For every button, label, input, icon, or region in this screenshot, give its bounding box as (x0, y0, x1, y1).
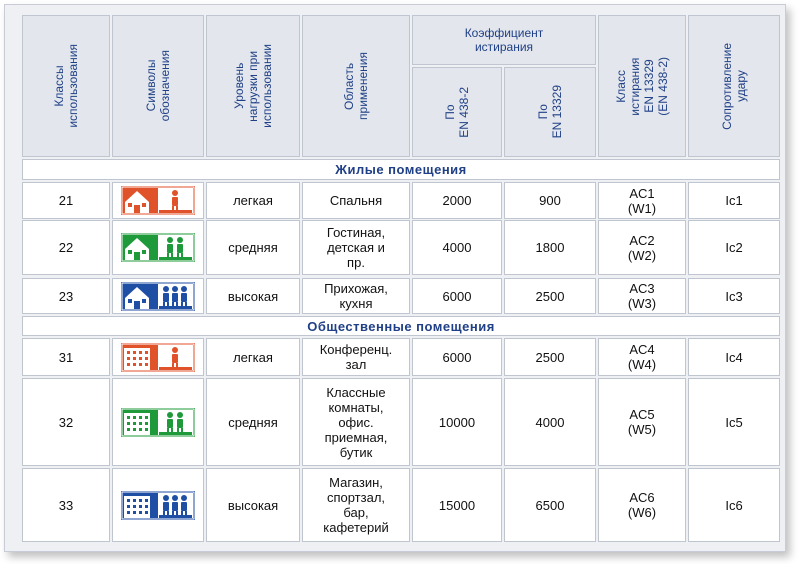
cell-impact: Ic1 (688, 182, 780, 219)
house-two-persons-icon-green (112, 220, 204, 275)
header-impact-text: Сопротивление удару (720, 42, 748, 130)
cell-en13329: 4000 (504, 378, 596, 466)
cell-impact: Ic4 (688, 338, 780, 376)
cell-en13329: 2500 (504, 338, 596, 376)
header-classes-text: Классы использования (52, 44, 80, 128)
cell-cls: 33 (22, 468, 110, 542)
cell-cls: 32 (22, 378, 110, 466)
header-classes (22, 15, 110, 157)
cell-en438: 6000 (412, 278, 502, 314)
building-person-icon-orange (112, 338, 204, 376)
header-load (206, 15, 300, 157)
cell-area: Конференц. зал (302, 338, 410, 376)
header-en438 (412, 67, 502, 157)
cell-en438: 4000 (412, 220, 502, 275)
cell-ac: AC1 (W1) (598, 182, 686, 219)
cell-load: средняя (206, 220, 300, 275)
cell-area: Классные комнаты, офис. приемная, бутик (302, 378, 410, 466)
cell-cls: 31 (22, 338, 110, 376)
cell-en438: 10000 (412, 378, 502, 466)
cell-impact: Ic5 (688, 378, 780, 466)
cell-ac: AC6 (W6) (598, 468, 686, 542)
cell-cls: 23 (22, 278, 110, 314)
house-person-icon-orange (112, 182, 204, 219)
cell-ac: AC2 (W2) (598, 220, 686, 275)
cell-en438: 2000 (412, 182, 502, 219)
cell-en13329: 2500 (504, 278, 596, 314)
cell-cls: 21 (22, 182, 110, 219)
cell-load: высокая (206, 468, 300, 542)
cell-ac: AC4 (W4) (598, 338, 686, 376)
cell-en438: 15000 (412, 468, 502, 542)
cell-cls: 22 (22, 220, 110, 275)
cell-ac: AC3 (W3) (598, 278, 686, 314)
cell-load: высокая (206, 278, 300, 314)
cell-load: легкая (206, 182, 300, 219)
section-residential: Жилые помещения (22, 159, 780, 180)
header-symbols (112, 15, 204, 157)
header-area (302, 15, 410, 157)
cell-area: Гостиная, детская и пр. (302, 220, 410, 275)
header-abrasion-class-text: Класс истирания EN 13329 (EN 438-2) (614, 56, 670, 116)
cell-impact: Ic6 (688, 468, 780, 542)
header-abrasion-class (598, 15, 686, 157)
cell-impact: Ic2 (688, 220, 780, 275)
building-two-persons-icon-green (112, 378, 204, 466)
header-area-text: Область применения (342, 52, 370, 120)
header-impact (688, 15, 780, 157)
header-load-text: Уровень нагрузки при использовании (232, 44, 274, 128)
header-en13329 (504, 67, 596, 157)
cell-load: легкая (206, 338, 300, 376)
cell-area: Магазин, спортзал, бар, кафетерий (302, 468, 410, 542)
header-en13329-text: По EN 13329 (536, 85, 564, 139)
cell-en13329: 900 (504, 182, 596, 219)
cell-en13329: 6500 (504, 468, 596, 542)
cell-ac: AC5 (W5) (598, 378, 686, 466)
cell-en438: 6000 (412, 338, 502, 376)
building-group-icon-blue (112, 468, 204, 542)
cell-area: Спальня (302, 182, 410, 219)
cell-area: Прихожая, кухня (302, 278, 410, 314)
header-en438-text: По EN 438-2 (443, 86, 471, 138)
house-group-icon-blue (112, 278, 204, 314)
section-public: Общественные помещения (22, 316, 780, 336)
cell-load: средняя (206, 378, 300, 466)
cell-en13329: 1800 (504, 220, 596, 275)
header-symbols-text: Символы обозначения (144, 50, 172, 122)
cell-impact: Ic3 (688, 278, 780, 314)
header-abrasion: Коэффициент истирания (412, 15, 596, 65)
